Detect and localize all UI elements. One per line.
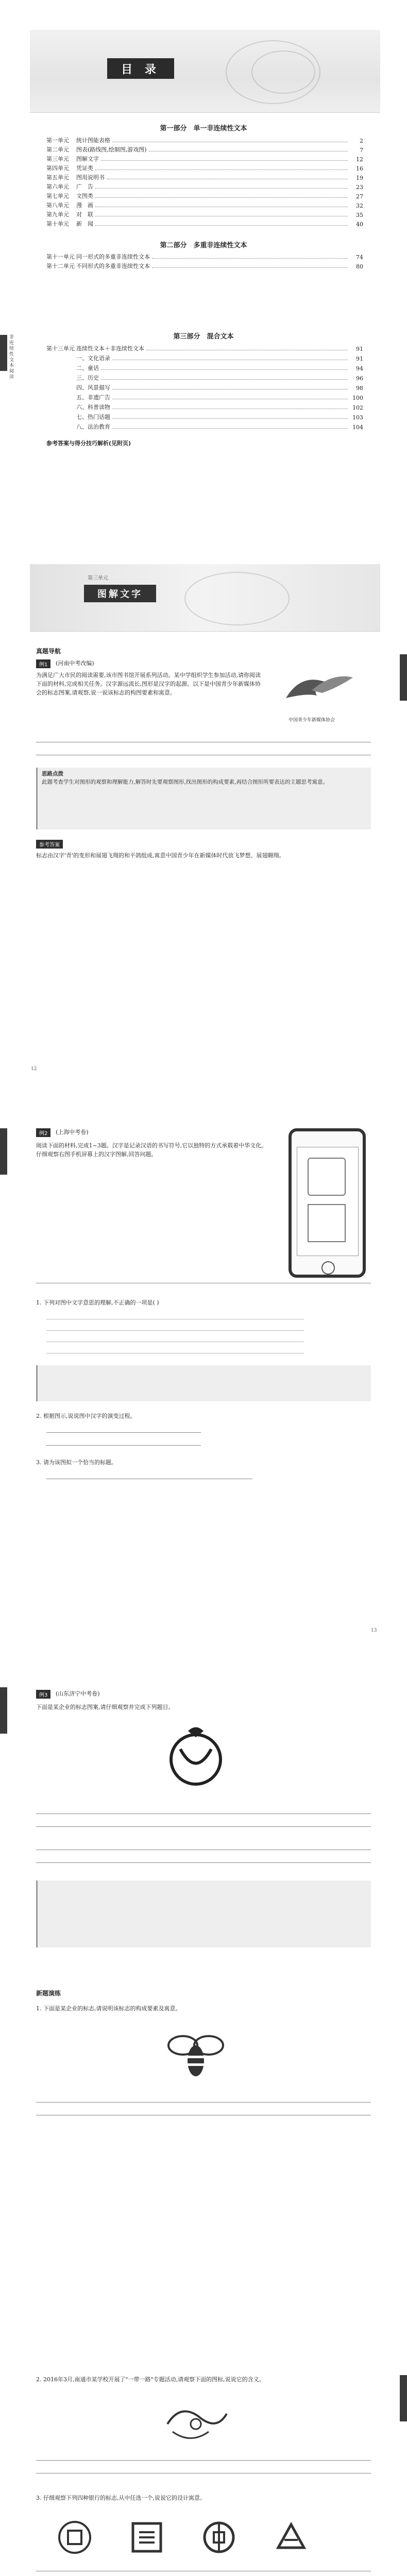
example-source: (河南中考改编) bbox=[56, 660, 94, 667]
toc-row[interactable] bbox=[46, 144, 363, 154]
toc-page: 35 bbox=[356, 212, 363, 218]
practice-question: 1. 下面是某企业的标志,请说明该标志的构成要素及寓意。 bbox=[36, 2005, 181, 2012]
side-tab bbox=[0, 1687, 7, 1734]
toc-row[interactable] bbox=[46, 154, 363, 163]
toc-title: 漫 画 bbox=[76, 202, 93, 209]
practice-label: 新题演练 bbox=[36, 1990, 61, 1997]
toc-page: 2 bbox=[360, 138, 363, 144]
toc-leader bbox=[112, 418, 348, 419]
question: 1. 下列对图中文字意思的理解,不正确的一项是( ) bbox=[36, 1299, 159, 1306]
part2-title: 第二部分 多重非连续性文本 bbox=[160, 242, 247, 249]
toc-row[interactable] bbox=[46, 353, 363, 362]
toc-title: 图表(路线图,绘制图,游戏图) bbox=[76, 146, 147, 153]
toc-leader bbox=[95, 225, 348, 226]
coin-logo-icon bbox=[57, 2519, 93, 2555]
unit3-banner-title: 图解文字 bbox=[84, 585, 156, 602]
toc-row[interactable] bbox=[46, 421, 363, 431]
toc-row[interactable] bbox=[46, 163, 363, 172]
section-label: 真题导航 bbox=[36, 648, 61, 655]
toc-page: 91 bbox=[356, 346, 363, 352]
toc-title: 广 告 bbox=[76, 183, 93, 190]
unit3-banner-sub: 第三单元 bbox=[88, 575, 108, 581]
toc-title: 图用说明书 bbox=[76, 174, 105, 181]
toc-title: 二、童话 bbox=[76, 365, 99, 371]
toc-unit: 第七单元 bbox=[46, 193, 69, 199]
toc-page: 19 bbox=[356, 175, 363, 181]
toc-row[interactable] bbox=[46, 191, 363, 200]
toc-row[interactable] bbox=[46, 172, 363, 181]
toc-page: 12 bbox=[356, 156, 363, 163]
option-line bbox=[46, 1330, 304, 1331]
side-tab bbox=[400, 2375, 407, 2421]
toc-row[interactable] bbox=[46, 412, 363, 421]
practice-question: 2. 2016年3月,南通市某学校开展了"一带一路"专题活动,请观察下面的图标,说说它的含义。 bbox=[36, 2376, 265, 2383]
page-gap bbox=[0, 520, 407, 536]
toc-title: 图解文字 bbox=[76, 156, 99, 162]
question: 3. 请为该图拟一个恰当的标题。 bbox=[36, 1459, 117, 1466]
toc-title: 统计图能表格 bbox=[76, 137, 110, 144]
toc-row[interactable] bbox=[46, 343, 363, 352]
dove-logo-icon bbox=[281, 667, 358, 714]
toc-row[interactable] bbox=[46, 261, 363, 270]
toc-page: 27 bbox=[356, 193, 363, 200]
screen-graphic bbox=[308, 1204, 346, 1242]
side-tab bbox=[400, 654, 407, 701]
toc-row[interactable] bbox=[46, 402, 363, 411]
example3-page bbox=[0, 1659, 407, 2329]
part3-title: 第三部分 混合文本 bbox=[173, 333, 234, 341]
toc-page: 80 bbox=[356, 263, 363, 270]
toc-title: 不同形式的多重非连续性文本 bbox=[76, 263, 150, 269]
part1-title: 第一部分 单一非连续性文本 bbox=[160, 125, 247, 132]
bank-logo-icon bbox=[129, 2519, 165, 2555]
toc-unit: 第四单元 bbox=[46, 165, 69, 172]
practice-question: 3. 仔细观察下列四种银行的标志,从中任选一个,说说它的设计寓意。 bbox=[36, 2495, 206, 2501]
toc-page: 91 bbox=[356, 355, 363, 362]
toc-banner bbox=[30, 30, 380, 113]
example-tag: 例1 bbox=[36, 659, 50, 668]
analysis-text: 此题考查学生对图形的观察和理解能力,解答时先要观察图形,找出图形的构成要素,再结合图形所要表达的主题思考寓意。 bbox=[42, 779, 329, 785]
example-text: 阅读下面的材料,完成1~3题。汉字是记录汉语的书写符号,它以独特的方式承载着中华文化。仔细观察右图手机屏幕上的汉字图解,回答问题。 bbox=[36, 1142, 267, 1158]
toc-row[interactable] bbox=[46, 200, 363, 209]
answer-line bbox=[46, 1432, 201, 1433]
phone-screen bbox=[297, 1147, 359, 1256]
toc-leader bbox=[152, 267, 348, 268]
answer-line bbox=[46, 1445, 201, 1446]
toc-page: 94 bbox=[356, 365, 363, 372]
toc-row[interactable] bbox=[46, 382, 363, 392]
toc-page: 100 bbox=[352, 395, 363, 401]
toc-page bbox=[0, 0, 407, 289]
toc-title: 七、热门话题 bbox=[76, 414, 110, 420]
answer-note: 参考答案与得分技巧解析(见附页) bbox=[46, 440, 131, 447]
analysis-box bbox=[36, 1365, 371, 1401]
toc-title: 同一形式的多重非连续性文本 bbox=[76, 253, 150, 260]
answer-text: 标志由汉字'青'的变形和展翅飞翔的和平鸽组成,寓意中国青少年在新媒体时代放飞梦想、展翅翱翔。 bbox=[36, 852, 285, 859]
toc-page: 40 bbox=[356, 221, 363, 228]
toc-leader bbox=[95, 188, 348, 189]
toc-unit: 第十二单元 bbox=[46, 263, 75, 269]
toc-row[interactable] bbox=[46, 372, 363, 382]
bank-logo-icon bbox=[273, 2519, 309, 2555]
toc-unit: 第六单元 bbox=[46, 183, 69, 190]
toc-unit: 第十单元 bbox=[46, 221, 69, 227]
analysis-box bbox=[36, 1880, 371, 1947]
bank-logo-icon bbox=[201, 2519, 237, 2555]
toc-title: 五、非遗广告 bbox=[76, 394, 110, 401]
bee-logo-icon bbox=[165, 2025, 227, 2081]
toc-leader bbox=[101, 369, 348, 370]
analysis-label: 思路点拨 bbox=[42, 771, 63, 777]
example-tag: 例3 bbox=[36, 1690, 50, 1699]
toc-title: 文图类 bbox=[76, 193, 93, 199]
toc-leader bbox=[101, 379, 348, 380]
toc-row[interactable] bbox=[46, 135, 363, 144]
page-gap bbox=[0, 1643, 407, 1659]
toc-page-2 bbox=[0, 304, 407, 520]
practice-page bbox=[0, 2344, 407, 2576]
toc-row[interactable] bbox=[46, 363, 363, 372]
toc-unit: 第八单元 bbox=[46, 202, 69, 209]
toc-page: 98 bbox=[356, 385, 363, 392]
toc-title: 新 闻 bbox=[76, 221, 93, 227]
phone-button bbox=[321, 1261, 335, 1275]
answer-line bbox=[36, 2102, 371, 2103]
toc-page: 104 bbox=[352, 424, 363, 431]
example2-page bbox=[0, 1097, 407, 1643]
toc-page: 16 bbox=[356, 165, 363, 172]
analysis-box bbox=[36, 768, 371, 829]
example-text: 下面是某企业的标志图案,请仔细观察并完成下列题目。 bbox=[36, 1704, 174, 1710]
question: 2. 根据图示,说说图中汉字的演变过程。 bbox=[36, 1413, 136, 1419]
screen-graphic bbox=[308, 1158, 346, 1196]
banner-decoration bbox=[184, 572, 290, 625]
toc-row[interactable] bbox=[46, 218, 363, 228]
toc-row[interactable] bbox=[46, 181, 363, 191]
toc-title: 连续性文本＋非连续性文本 bbox=[76, 345, 144, 352]
toc-leader bbox=[101, 160, 348, 161]
toc-unit: 第二单元 bbox=[46, 146, 69, 153]
toc-page: 103 bbox=[352, 414, 363, 421]
side-tab bbox=[0, 1128, 7, 1175]
toc-unit: 第一单元 bbox=[46, 137, 69, 144]
page-gap bbox=[0, 1082, 407, 1097]
logo-caption: 中国青少年新媒体协会 bbox=[289, 718, 335, 723]
toc-title: 三、历史 bbox=[76, 375, 99, 381]
toc-unit: 第三单元 bbox=[46, 156, 69, 162]
side-label: 非连续性文本阅读 bbox=[9, 335, 14, 380]
banner-decoration bbox=[251, 50, 315, 94]
example-source: (上海中考卷) bbox=[56, 1129, 89, 1136]
answer-tag: 参考答案 bbox=[36, 840, 63, 849]
belt-road-logo-icon bbox=[160, 2401, 232, 2447]
toc-page: 74 bbox=[356, 254, 363, 261]
page-number: 12 bbox=[31, 1066, 37, 1072]
toc-row[interactable] bbox=[46, 392, 363, 401]
toc-title: 八、法治教育 bbox=[76, 423, 110, 430]
page-gap bbox=[0, 2329, 407, 2344]
toc-leader bbox=[152, 258, 348, 259]
toc-title: 凭证类 bbox=[76, 165, 93, 172]
answer-line bbox=[36, 2460, 371, 2461]
page-gap bbox=[0, 289, 407, 304]
toc-page: 23 bbox=[356, 184, 363, 191]
unit3-banner bbox=[30, 564, 380, 632]
toc-page: 7 bbox=[360, 147, 363, 154]
answer-line bbox=[36, 1862, 371, 1863]
unit3-page bbox=[0, 536, 407, 1082]
toc-title: 六、科普读物 bbox=[76, 404, 110, 411]
example-text: 为满足广大市民的阅读需要,该市图书馆开展系列活动。某中学组织学生参加活动,请你阅读下面的材料,完成相关任务。汉字源远流长,图形是汉字的起源。以下是中国青少年新媒体协会的标志图案,请观察,说一说该标志的构图要素和寓意。 bbox=[36, 672, 261, 696]
toc-leader bbox=[112, 428, 348, 429]
toc-row[interactable] bbox=[46, 251, 363, 261]
toc-banner-title: 目 录 bbox=[107, 58, 174, 79]
toc-unit: 第九单元 bbox=[46, 211, 69, 218]
toc-unit: 第五单元 bbox=[46, 174, 69, 181]
toc-row[interactable] bbox=[46, 209, 363, 218]
phone-illustration bbox=[289, 1128, 366, 1278]
toc-page: 96 bbox=[356, 375, 363, 382]
answer-line bbox=[36, 1826, 371, 1827]
toc-page: 32 bbox=[356, 202, 363, 209]
toc-title: 对 联 bbox=[76, 211, 93, 218]
toc-page: 102 bbox=[352, 404, 363, 411]
example-tag: 例2 bbox=[36, 1128, 50, 1137]
toc-title: 四、风景描写 bbox=[76, 384, 110, 391]
toc-leader bbox=[95, 197, 348, 198]
enterprise-logo-icon bbox=[165, 1721, 227, 1788]
toc-title: 一、文化语录 bbox=[76, 355, 110, 362]
example-source: (山东济宁中考卷) bbox=[56, 1690, 100, 1697]
toc-unit: 第十一单元 bbox=[46, 253, 75, 260]
page-number: 13 bbox=[371, 1628, 377, 1633]
toc-unit: 第十三单元 bbox=[46, 345, 75, 352]
